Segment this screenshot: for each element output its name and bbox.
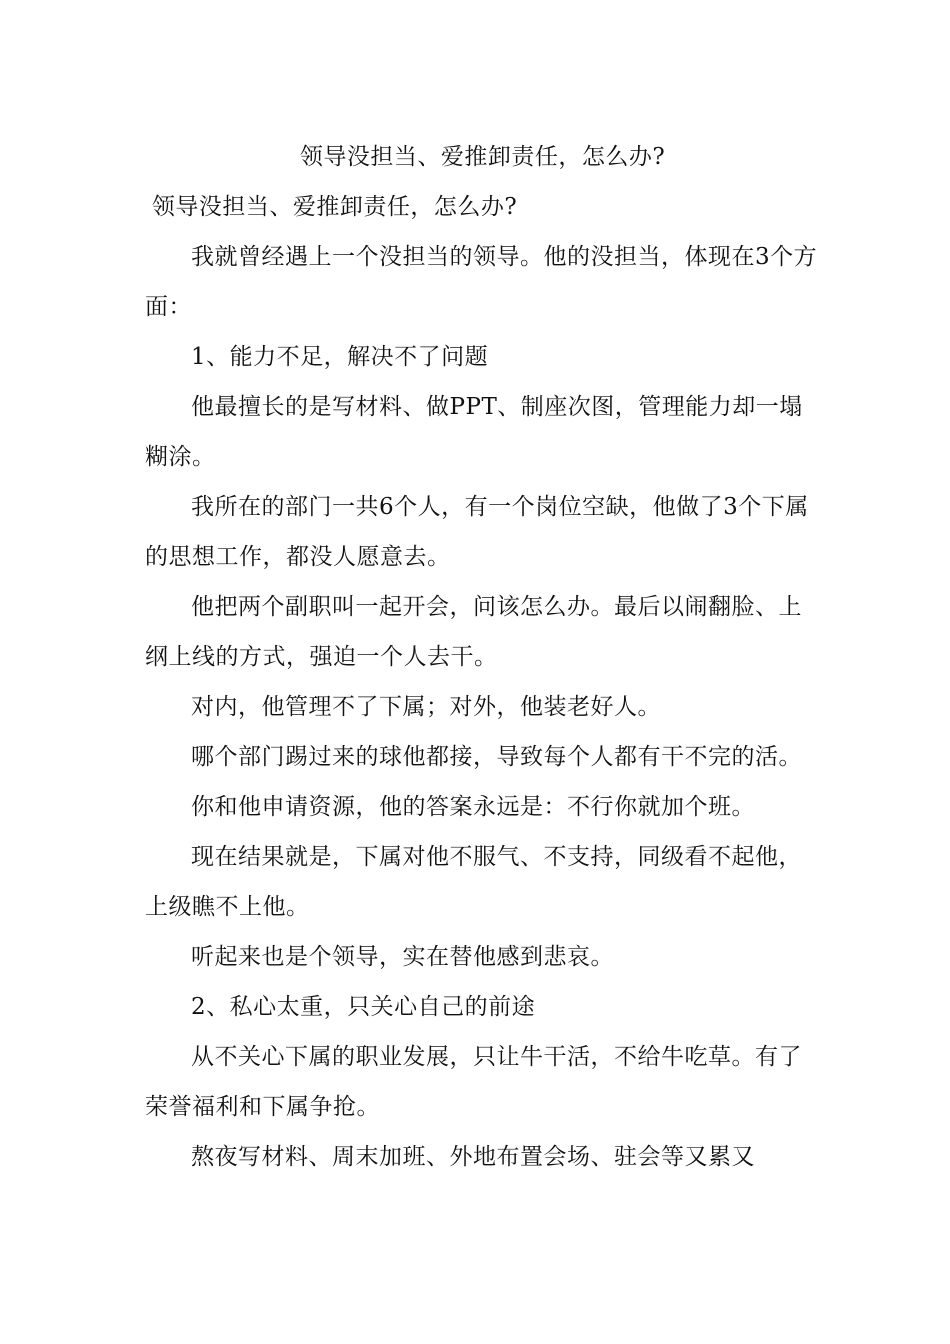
paragraph: 从不关心下属的职业发展，只让牛干活，不给牛吃草。有了荣誉福利和下属争抢。 bbox=[145, 1044, 802, 1120]
paragraph-subtitle: 领导没担当、爱推卸责任，怎么办? bbox=[151, 194, 518, 220]
paragraph: 现在结果就是，下属对他不服气、不支持，同级看不起他，上级瞧不上他。 bbox=[145, 844, 802, 920]
paragraph: 哪个部门踢过来的球他都接，导致每个人都有干不完的活。 bbox=[191, 744, 802, 770]
document-body bbox=[145, 132, 820, 1182]
section-heading-1: 1、能力不足，解决不了问题 bbox=[191, 344, 489, 370]
document-title: 领导没担当、爱推卸责任，怎么办? bbox=[299, 144, 666, 170]
paragraph: 听起来也是个领导，实在替他感到悲哀。 bbox=[191, 944, 614, 970]
paragraph: 他把两个副职叫一起开会，问该怎么办。最后以闹翻脸、上纲上线的方式，强迫一个人去干。 bbox=[145, 594, 802, 670]
section-heading-2: 2、私心太重，只关心自己的前途 bbox=[191, 994, 536, 1020]
paragraph-intro: 我就曾经遇上一个没担当的领导。他的没担当，体现在3个方面： bbox=[145, 244, 818, 320]
paragraph: 我所在的部门一共6个人，有一个岗位空缺，他做了3个下属的思想工作，都没人愿意去。 bbox=[145, 494, 809, 570]
paragraph: 他最擅长的是写材料、做PPT、制座次图，管理能力却一塌糊涂。 bbox=[145, 394, 803, 470]
paragraph: 熬夜写材料、周末加班、外地布置会场、驻会等又累又 bbox=[191, 1144, 755, 1170]
paragraph: 你和他申请资源，他的答案永远是：不行你就加个班。 bbox=[191, 794, 755, 820]
paragraph: 对内，他管理不了下属；对外，他装老好人。 bbox=[191, 694, 661, 720]
